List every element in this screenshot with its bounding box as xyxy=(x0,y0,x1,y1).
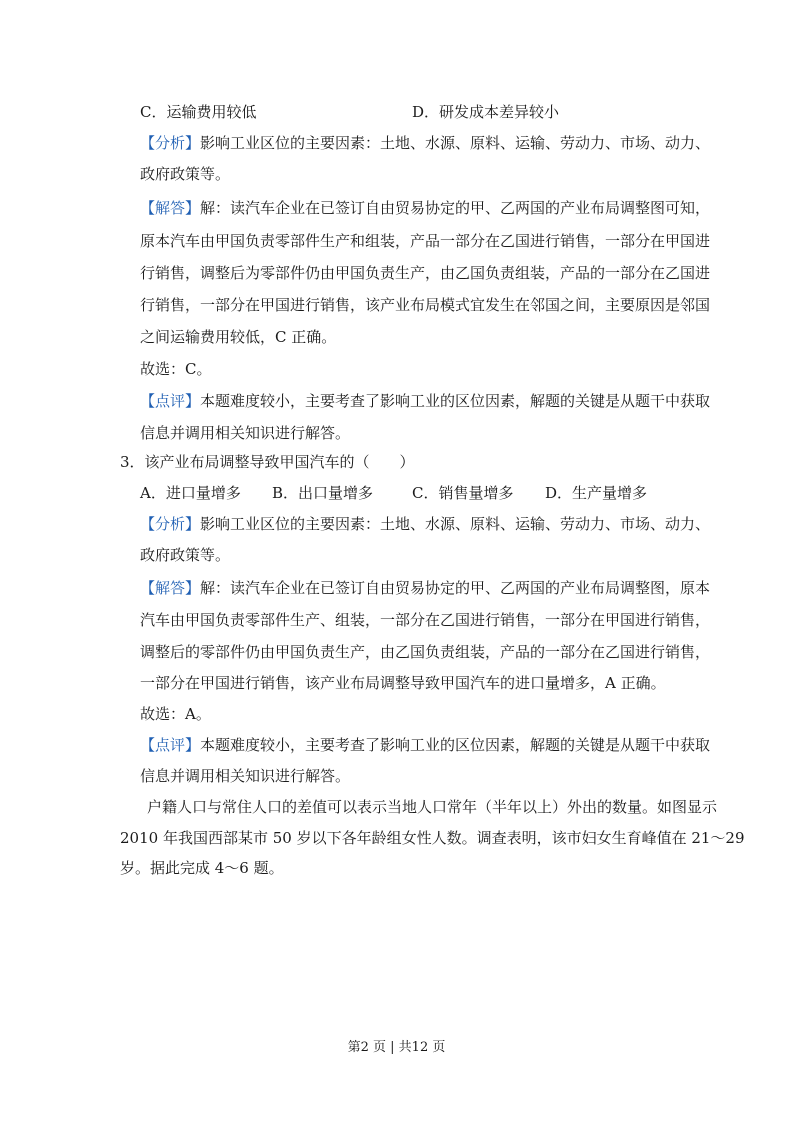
q3-option-b: B．出口量增多 xyxy=(272,484,374,502)
answer-tag: 【解答】 xyxy=(140,579,201,597)
q3-analysis-line-2: 政府政策等。 xyxy=(140,546,231,564)
option-c: C．运输费用较低 xyxy=(140,103,257,121)
intro-line-3: 岁。据此完成 4～6 题。 xyxy=(120,859,284,877)
q3-answer-line-2: 汽车由甲国负责零部件生产、组装，一部分在乙国进行销售，一部分在甲国进行销售， xyxy=(140,611,711,629)
q3-comment-line-1: 【点评】本题难度较小，主要考查了影响工业的区位因素，解题的关键是从题干中获取 xyxy=(140,736,711,754)
q3-answer-line-4: 一部分在甲国进行销售，该产业布局调整导致甲国汽车的进口量增多，A 正确。 xyxy=(140,674,666,692)
q3-option-d: D．生产量增多 xyxy=(545,484,648,502)
q2-answer-line-2: 原本汽车由甲国负责零部件生产和组装，产品一部分在乙国进行销售，一部分在甲国进 xyxy=(140,232,711,250)
q3-option-c: C．销售量增多 xyxy=(412,484,514,502)
q2-analysis-line-1: 【分析】影响工业区位的主要因素：土地、水源、原料、运输、劳动力、市场、动力、 xyxy=(140,134,711,152)
intro-line-2: 2010 年我国西部某市 50 岁以下各年龄组女性人数。调查表明，该市妇女生育峰值在 21～29 xyxy=(120,829,745,847)
analysis-tag: 【分析】 xyxy=(140,134,201,152)
comment-tag: 【点评】 xyxy=(140,392,201,410)
q3-stem: 3．该产业布局调整导致甲国汽车的（ ） xyxy=(120,453,415,471)
q2-answer-line-1: 【解答】解：读汽车企业在已签订自由贸易协定的甲、乙两国的产业布局调整图可知， xyxy=(140,199,711,217)
q3-comment-line-2: 信息并调用相关知识进行解答。 xyxy=(140,767,351,785)
q3-answer-line-3: 调整后的零部件仍由甲国负责生产，由乙国负责组装，产品的一部分在乙国进行销售， xyxy=(140,643,711,661)
q2-answer-line-3: 行销售，调整后为零部件仍由甲国负责生产，由乙国负责组装，产品的一部分在乙国进 xyxy=(140,264,711,282)
q2-comment-line-2: 信息并调用相关知识进行解答。 xyxy=(140,424,351,442)
option-d: D．研发成本差异较小 xyxy=(412,103,560,121)
q3-option-a: A．进口量增多 xyxy=(140,484,241,502)
analysis-tag: 【分析】 xyxy=(140,515,201,533)
q3-choice: 故选：A。 xyxy=(140,705,211,723)
answer-tag: 【解答】 xyxy=(140,199,201,217)
q3-answer-line-1: 【解答】解：读汽车企业在已签订自由贸易协定的甲、乙两国的产业布局调整图，原本 xyxy=(140,579,711,597)
q2-answer-line-5: 之间运输费用较低，C 正确。 xyxy=(140,328,337,346)
q2-choice: 故选：C。 xyxy=(140,360,212,378)
page-footer: 第2 页 | 共12 页 xyxy=(347,1040,446,1055)
intro-line-1: 户籍人口与常住人口的差值可以表示当地人口常年（半年以上）外出的数量。如图显示 xyxy=(147,798,718,816)
q3-analysis-line-1: 【分析】影响工业区位的主要因素：土地、水源、原料、运输、劳动力、市场、动力、 xyxy=(140,515,711,533)
q2-comment-line-1: 【点评】本题难度较小，主要考查了影响工业的区位因素，解题的关键是从题干中获取 xyxy=(140,392,711,410)
comment-tag: 【点评】 xyxy=(140,736,201,754)
q2-answer-line-4: 行销售，一部分在甲国进行销售，该产业布局模式宜发生在邻国之间，主要原因是邻国 xyxy=(140,296,711,314)
q2-analysis-line-2: 政府政策等。 xyxy=(140,165,231,183)
